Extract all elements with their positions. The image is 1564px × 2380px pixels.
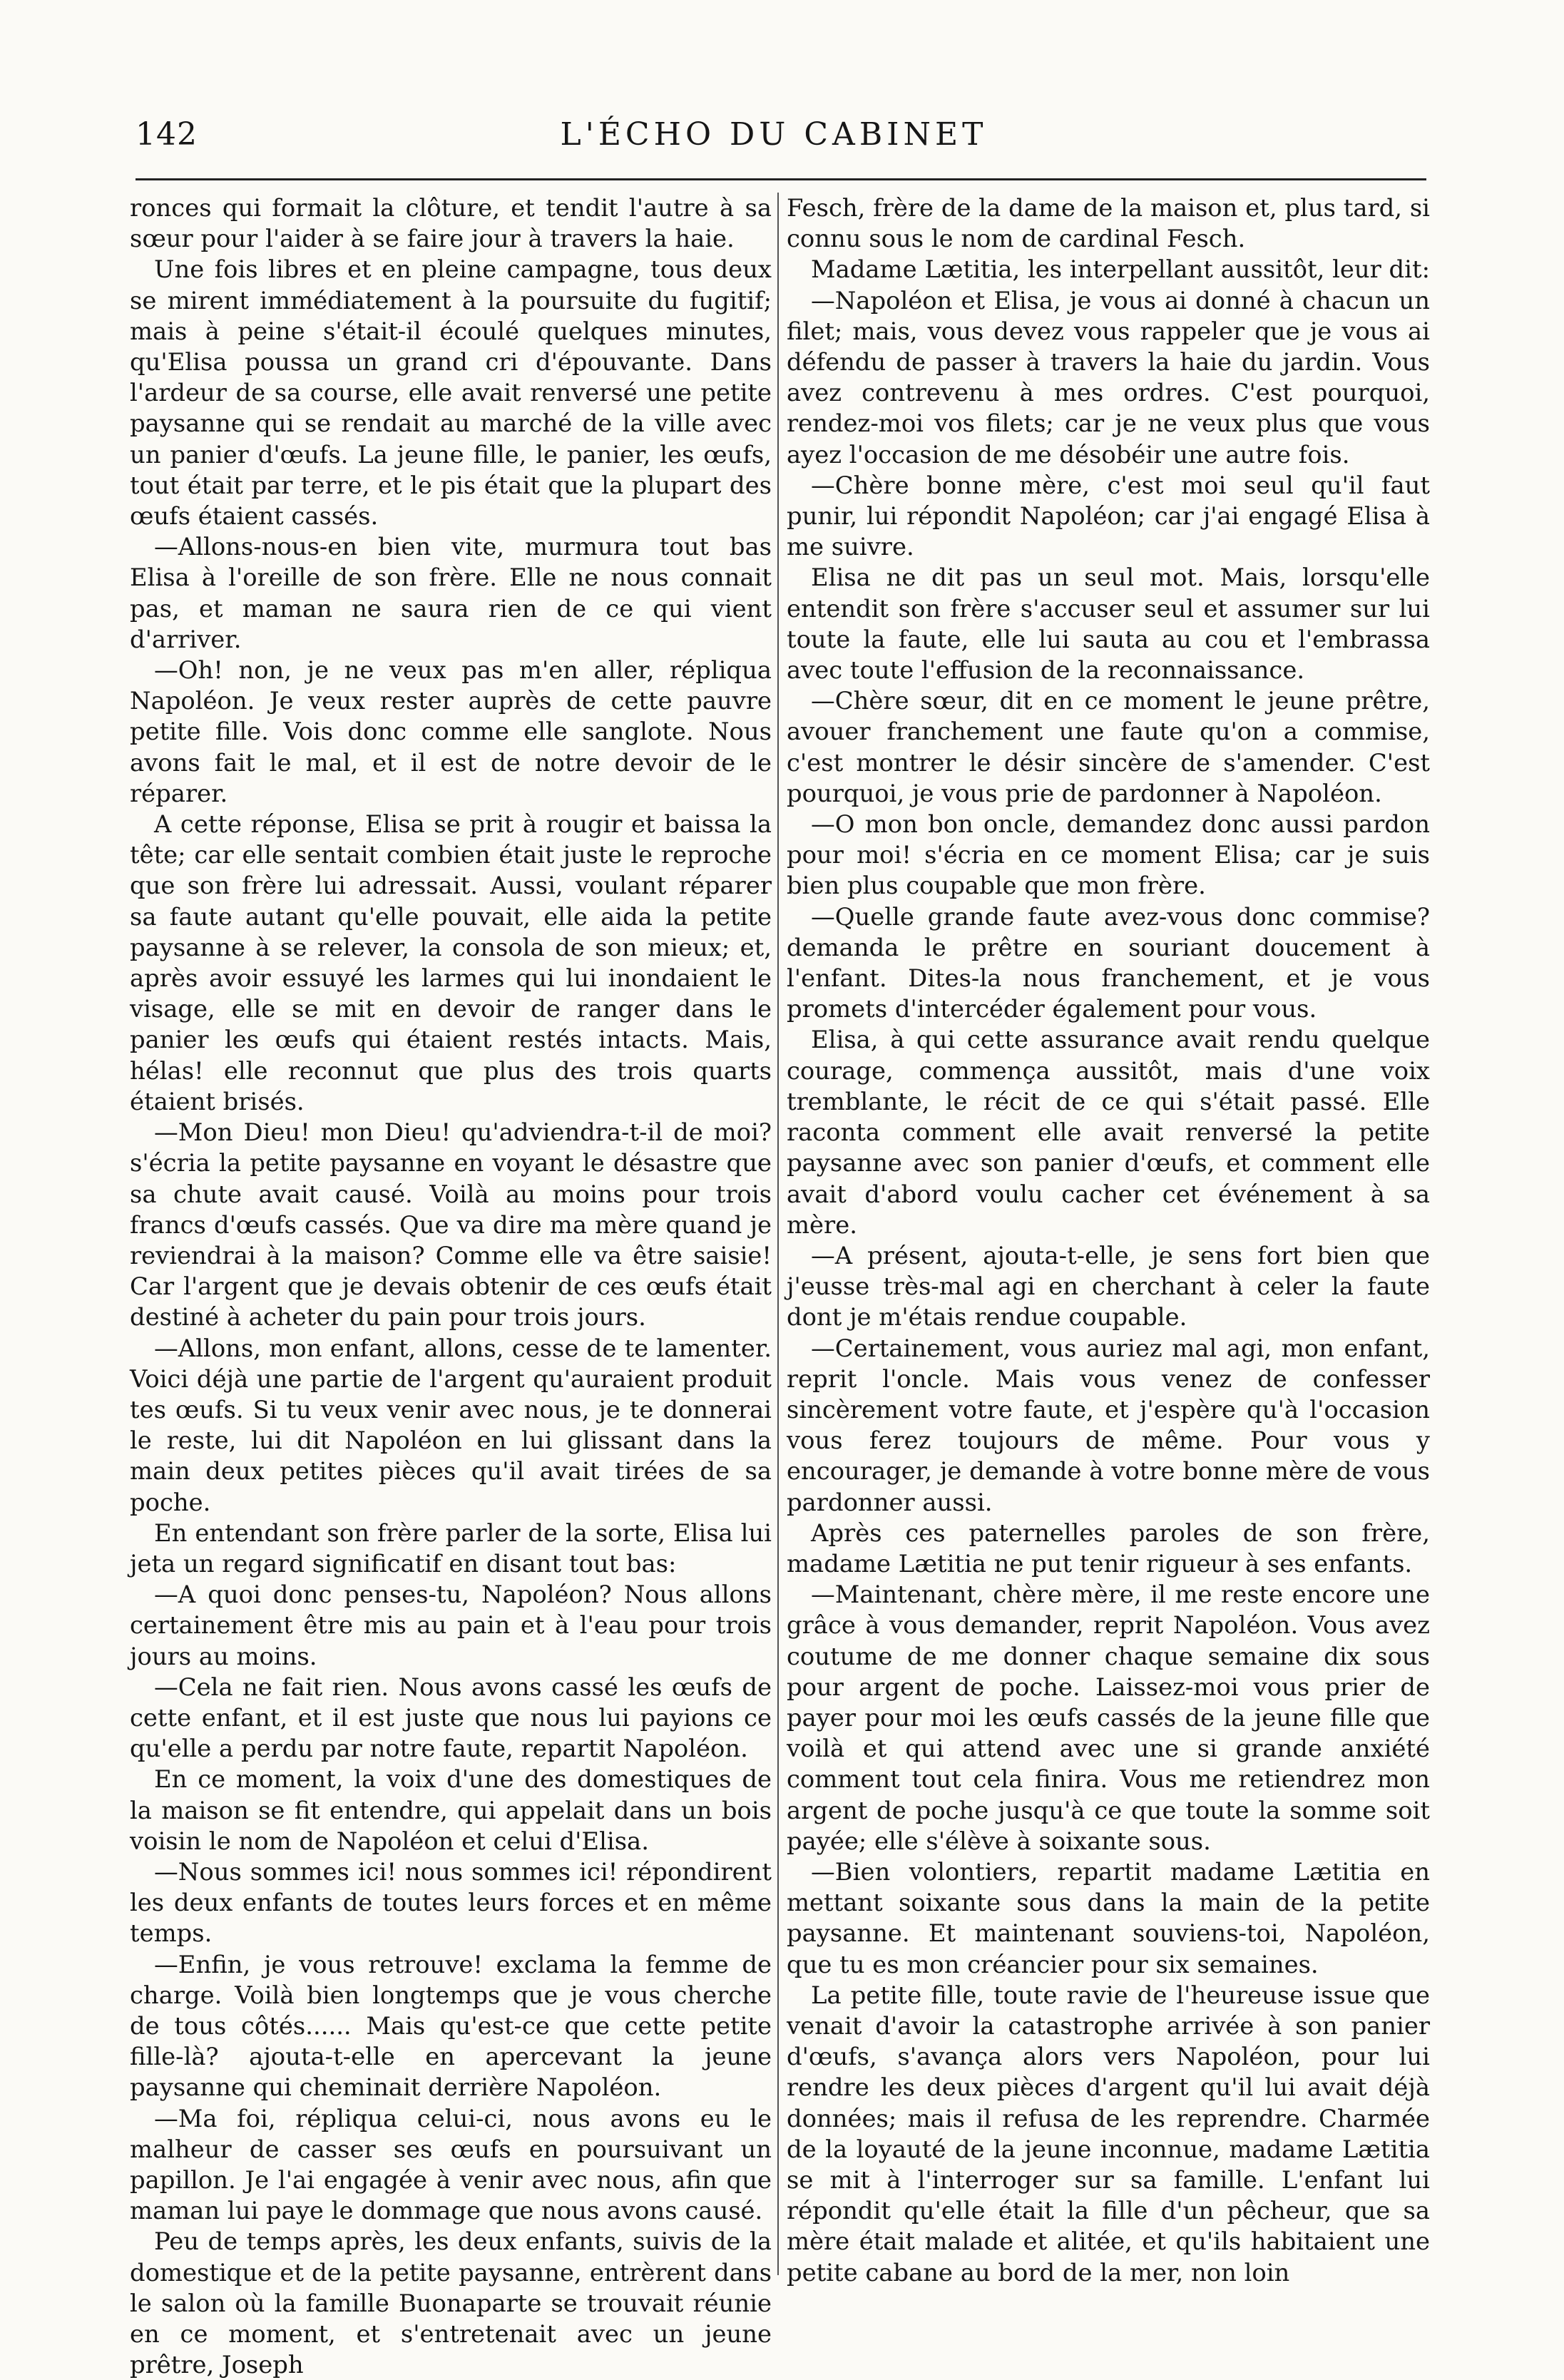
paragraph: Peu de temps après, les deux enfants, suivis de la domestique et de la petite paysanne, entrèrent dans le salon où la famille Buonaparte se trouvait réunie en ce moment, et s'entretenait avec un jeune prêtre, Joseph — [130, 2227, 772, 2379]
paragraph: —Bien volontiers, repartit madame Lætitia en mettant soixante sous dans la main de la petite paysanne. Et maintenant souviens-toi, Napoléon, que tu es mon créancier pour six semaines. — [787, 1857, 1430, 1978]
paragraph: —Certainement, vous auriez mal agi, mon enfant, reprit l'oncle. Mais vous venez de confesser sincèrement votre faute, et j'espère qu'à l'occasion vous ferez toujours de même. Pour vous y encourager, je demande à votre bonne mère de vous pardonner aussi. — [787, 1334, 1430, 1516]
page-number: 142 — [136, 116, 198, 153]
paragraph: La petite fille, toute ravie de l'heureuse issue que venait d'avoir la catastrophe arrivée à son panier d'œufs, s'avança alors vers Napoléon, pour lui rendre les deux pièces d'argent qu'il lui avait déjà données; mais il refusa de les reprendre. Charmée de la loyauté de la jeune inconnue, madame Lætitia se mit à l'interroger sur sa famille. L'enfant lui répondit qu'elle était la fille d'un pêcheur, que sa mère était malade et alitée, et qu'ils habitaient une petite cabane au bord de la mer, non loin — [787, 1981, 1430, 2287]
paragraph: ronces qui formait la clôture, et tendit l'autre à sa sœur pour l'aider à se faire jour à travers la haie. — [130, 194, 772, 253]
paragraph: Madame Lætitia, les interpellant aussitôt, leur dit: — [811, 255, 1430, 284]
paragraph: —Cela ne fait rien. Nous avons cassé les œufs de cette enfant, et il est juste que nous lui payions ce qu'elle a perdu par notre faute, repartit Napoléon. — [130, 1672, 772, 1763]
paragraph: Une fois libres et en pleine campagne, tous deux se mirent immédiatement à la poursuite du fugitif; mais à peine s'était-il écoulé quelques minutes, qu'Elisa poussa un grand cri d'épouvante. Dans l'ardeur de sa course, elle avait renversé une petite paysanne qui se rendait au marché de la ville avec un panier d'œufs. La jeune fille, le panier, les œufs, tout était par terre, et le pis était que la plupart des œufs étaient cassés. — [130, 255, 772, 531]
journal-title: L'ÉCHO DU CABINET — [560, 116, 988, 153]
column-divider — [777, 193, 779, 2275]
paragraph: —Chère bonne mère, c'est moi seul qu'il faut punir, lui répondit Napoléon; car j'ai engagé Elisa à me suivre. — [787, 471, 1430, 561]
paragraph: —Ma foi, répliqua celui-ci, nous avons eu le malheur de casser ses œufs en poursuivant un papillon. Je l'ai engagée à venir avec nous, afin que maman lui paye le dommage que nous avons causé. — [130, 2104, 772, 2225]
paragraph: —Quelle grande faute avez-vous donc commise? demanda le prêtre en souriant doucement à l'enfant. Dites-la nous franchement, et je vous promets d'intercéder également pour vous. — [787, 902, 1430, 1023]
paragraph: —Napoléon et Elisa, je vous ai donné à chacun un filet; mais, vous devez vous rappeler que je vous ai défendu de passer à travers la haie du jardin. Vous avez contrevenu à mes ordres. C'est pourquoi, rendez-moi vos filets; car je ne veux plus que vous ayez l'occasion de me désobéir une autre fois. — [787, 286, 1430, 469]
paragraph: Elisa ne dit pas un seul mot. Mais, lorsqu'elle entendit son frère s'accuser seul et assumer sur lui toute la faute, elle lui sauta au cou et l'embrassa avec toute l'effusion de la reconnaissance. — [787, 563, 1430, 685]
paragraph: Fesch, frère de la dame de la maison et, plus tard, si connu sous le nom de cardinal Fesch. — [787, 194, 1430, 253]
paragraph: —Oh! non, je ne veux pas m'en aller, répliqua Napoléon. Je veux rester auprès de cette pauvre petite fille. Vois donc comme elle sanglote. Nous avons fait le mal, et il est de notre devoir de le réparer. — [130, 656, 772, 807]
header-rule — [136, 178, 1426, 180]
paragraph: En ce moment, la voix d'une des domestiques de la maison se fit entendre, qui appelait dans un bois voisin le nom de Napoléon et celui d'Elisa. — [130, 1765, 772, 1855]
paragraph: —O mon bon oncle, demandez donc aussi pardon pour moi! s'écria en ce moment Elisa; car je suis bien plus coupable que mon frère. — [787, 810, 1430, 900]
paragraph: —A présent, ajouta-t-elle, je sens fort bien que j'eusse très-mal agi en cherchant à celer la faute dont je m'étais rendue coupable. — [787, 1241, 1430, 1332]
left-column — [130, 193, 772, 2379]
paragraph: En entendant son frère parler de la sorte, Elisa lui jeta un regard significatif en disant tout bas: — [130, 1518, 772, 1578]
paragraph: —Maintenant, chère mère, il me reste encore une grâce à vous demander, reprit Napoléon. Vous avez coutume de me donner chaque semaine dix sous pour argent de poche. Laissez-moi vous prier de payer pour moi les œufs cassés de la jeune fille que voilà et qui attend avec une si grande anxiété comment tout cela finira. Vous me retiendrez mon argent de poche jusqu'à ce que toute la somme soit payée; elle s'élève à soixante sous. — [787, 1580, 1430, 1855]
right-column — [787, 193, 1430, 2287]
page-header — [107, 116, 1441, 166]
paragraph: A cette réponse, Elisa se prit à rougir et baissa la tête; car elle sentait combien était juste le reproche que son frère lui adressait. Aussi, voulant réparer sa faute autant qu'elle pouvait, elle aida la petite paysanne à se relever, la consola de son mieux; et, après avoir essuyé les larmes qui lui inondaient le visage, elle se mit en devoir de ranger dans le panier les œufs qui étaient restés intacts. Mais, hélas! elle reconnut que plus des trois quarts étaient brisés. — [130, 810, 772, 1115]
paragraph: Elisa, à qui cette assurance avait rendu quelque courage, commença aussitôt, mais d'une voix tremblante, le récit de ce qui s'était passé. Elle raconta comment elle avait renversé la petite paysanne avec son panier d'œufs, et comment elle avait d'abord voulu cacher cet événement à sa mère. — [787, 1026, 1430, 1239]
paragraph: —Enfin, je vous retrouve! exclama la femme de charge. Voilà bien longtemps que je vous cherche de tous côtés...... Mais qu'est-ce que cette petite fille-là? ajouta-t-elle en apercevant la jeune paysanne qui cheminait derrière Napoléon. — [130, 1950, 772, 2102]
paragraph: —Mon Dieu! mon Dieu! qu'adviendra-t-il de moi? s'écria la petite paysanne en voyant le désastre que sa chute avait causé. Voilà au moins pour trois francs d'œufs cassés. Que va dire ma mère quand je reviendrai à la maison? Comme elle va être saisie! Car l'argent que je devais obtenir de ces œufs était destiné à acheter du pain pour trois jours. — [130, 1118, 772, 1332]
paragraph: —A quoi donc penses-tu, Napoléon? Nous allons certainement être mis au pain et à l'eau pour trois jours au moins. — [130, 1580, 772, 1670]
paragraph: —Allons-nous-en bien vite, murmura tout bas Elisa à l'oreille de son frère. Elle ne nous connait pas, et maman ne saura rien de ce qui vient d'arriver. — [130, 533, 772, 653]
paragraph: Après ces paternelles paroles de son frère, madame Lætitia ne put tenir rigueur à ses enfants. — [787, 1518, 1430, 1578]
paragraph: —Nous sommes ici! nous sommes ici! répondirent les deux enfants de toutes leurs forces et en même temps. — [130, 1857, 772, 1948]
paragraph: —Chère sœur, dit en ce moment le jeune prêtre, avouer franchement une faute qu'on a commise, c'est montrer le désir sincère de s'amender. C'est pourquoi, je vous prie de pardonner à Napoléon. — [787, 687, 1430, 807]
paragraph: —Allons, mon enfant, allons, cesse de te lamenter. Voici déjà une partie de l'argent qu'auraient produit tes œufs. Si tu veux venir avec nous, je te donnerai le reste, lui dit Napoléon en lui glissant dans la main deux petites pièces qu'il avait tirées de sa poche. — [130, 1334, 772, 1516]
